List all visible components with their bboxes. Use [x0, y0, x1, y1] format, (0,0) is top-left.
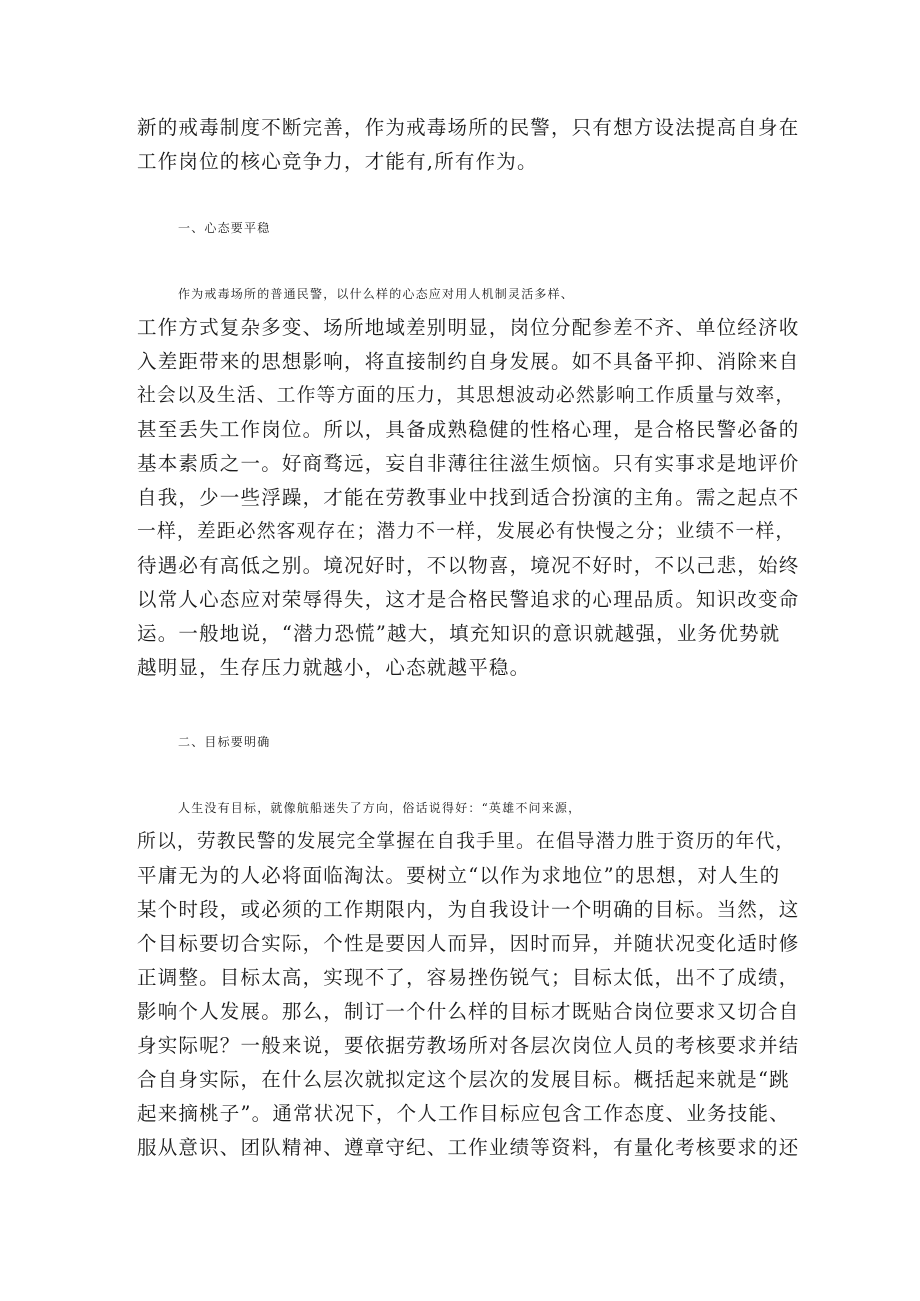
- paragraph-line: 人生没有目标，就像航船迷失了方向，俗话说得好：“英雄不问来源，: [178, 801, 582, 815]
- paragraph-line: 作为戒毒场所的普通民警，以什么样的心态应对用人机制灵活多样、: [178, 287, 575, 301]
- paragraph-line: 某个时段，或必须的工作期限内，为自我设计一个明确的目标。当然，这: [137, 898, 800, 921]
- paragraph-line: 服从意识、团队精神、遵章守纪、工作业绩等资料，有量化考核要求的还: [137, 1136, 800, 1159]
- paragraph-line: 待遇必有高低之别。境况好时，不以物喜，境况不好时，不以己悲，始终: [137, 554, 800, 577]
- paragraph-line: 运。一般地说，“潜力恐慌”越大，填充知识的意识就越强，业务优势就: [137, 622, 781, 645]
- paragraph-line: 工作方式复杂多变、场所地域差别明显，岗位分配参差不齐、单位经济收: [137, 316, 800, 339]
- paragraph-line: 以常人心态应对荣辱得失，这才是合格民警追求的心理品质。知识改变命: [137, 588, 800, 611]
- paragraph-line: 自我，少一些浮躁，才能在劳教事业中找到适合扮演的主角。需之起点不: [137, 486, 800, 509]
- paragraph-line: 合自身实际，在什么层次就拟定这个层次的发展目标。概括起来就是“跳: [137, 1068, 790, 1091]
- paragraph-line: 所以，劳教民警的发展完全掌握在自我手里。在倡导潜力胜于资历的年代，: [137, 831, 796, 852]
- paragraph-line: 起来摘桃子”。通常状况下，个人工作目标应包含工作态度、业务技能、: [137, 1102, 790, 1125]
- paragraph-line: 一样，差距必然客观存在；潜力不一样，发展必有快慢之分；业绩不一样，: [137, 521, 796, 542]
- intro-line: 新的戒毒制度不断完善，作为戒毒场所的民警，只有想方设法提高自身在: [137, 116, 800, 139]
- paragraph-line: 越明显，生存压力就越小，心态就越平稳。: [137, 656, 531, 679]
- paragraph-line: 入差距带来的思想影响，将直接制约自身发展。如不具备平抑、消除来自: [137, 350, 800, 373]
- intro-line: 工作岗位的核心竞争力，才能有,所有作为。: [137, 150, 538, 173]
- paragraph-line: 社会以及生活、工作等方面的压力，其思想波动必然影响工作质量与效率，: [137, 385, 796, 406]
- paragraph-line: 身实际呢？一般来说，要依据劳教场所对各层次岗位人员的考核要求并结: [137, 1034, 800, 1057]
- paragraph-line: 正调整。目标太高，实现不了，容易挫伤锐气；目标太低，出不了成绩，: [137, 966, 800, 989]
- paragraph-line: 甚至丢失工作岗位。所以，具备成熟稳健的性格心理，是合格民警必备的: [137, 418, 800, 441]
- paragraph-line: 个目标要切合实际，个性是要因人而异，因时而异，并随状况变化适时修: [137, 932, 800, 955]
- section-heading: 二、目标要明确: [178, 735, 271, 749]
- paragraph-line: 平庸无为的人必将面临淘汰。要树立“以作为求地位”的思想，对人生的: [137, 864, 781, 887]
- paragraph-line: 影响个人发展。那么，制订一个什么样的目标才既贴合岗位要求又切合自: [137, 1000, 800, 1023]
- paragraph-line: 基本素质之一。好商骛远，妄自非薄往往滋生烦恼。只有实事求是地评价: [137, 452, 800, 475]
- section-heading: 一、心态要平稳: [178, 221, 271, 235]
